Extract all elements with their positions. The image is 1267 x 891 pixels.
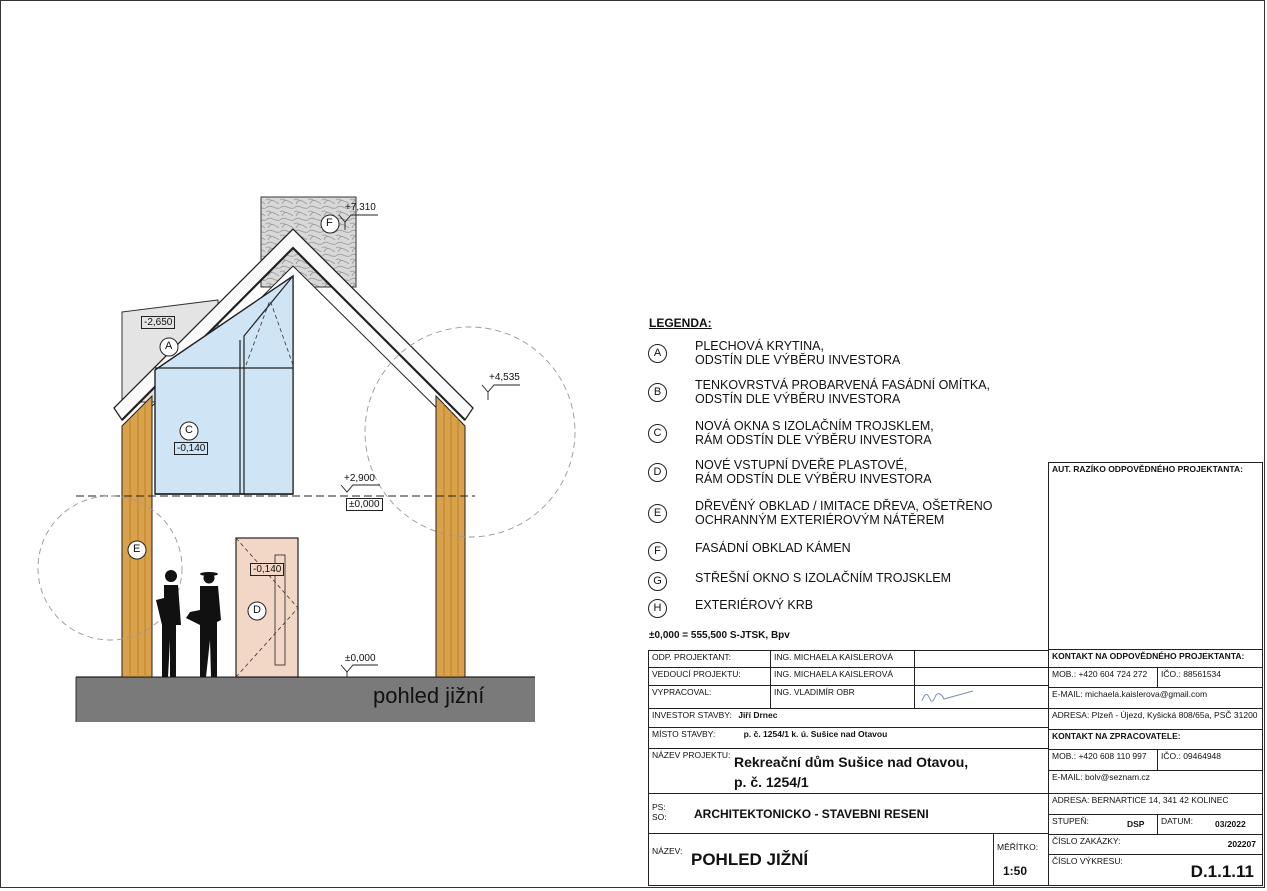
vypracoval-label: VYPRACOVAL:: [648, 685, 771, 709]
tag-roof: A: [165, 340, 173, 352]
vedouci-label: VEDOUCÍ PROJEKTU:: [648, 667, 771, 686]
legend-item-b: [695, 378, 990, 406]
zprac-ico: IČO.: 09464948: [1157, 749, 1263, 771]
legend-item-d: [695, 458, 932, 486]
datum-label: DATUM:: [1161, 816, 1193, 826]
elevation-caption: pohled jižní: [373, 683, 485, 708]
cislo-vykresu-cell: [1048, 854, 1263, 886]
tag-chimney: F: [326, 217, 333, 229]
tag-cladding: E: [133, 543, 141, 555]
nazev-row: [648, 833, 994, 886]
misto-value: p. č. 1254/1 k. ú. Sušice nad Otavou: [743, 729, 888, 739]
legend-item-line1: PLECHOVÁ KRYTINA,: [695, 339, 824, 353]
meritko-cell: [993, 833, 1049, 886]
vedouci-signature: [914, 667, 1049, 686]
legend-tag-e: E: [648, 504, 667, 523]
south-elevation-drawing: [0, 0, 640, 760]
chimney: [261, 197, 356, 287]
odp-projektant-signature: [914, 650, 1049, 668]
legend-tag-f: F: [648, 542, 667, 561]
geodetic-note: ±0,000 = 555,500 S-JTSK, Bpv: [649, 630, 790, 641]
zprac-mob: MOB.: +420 608 110 997: [1048, 749, 1158, 771]
legend-item-f: [695, 541, 851, 555]
level-window-sill: -0,140: [174, 442, 208, 455]
so-label: SO:: [652, 812, 667, 822]
legend-tag-h: H: [648, 599, 667, 618]
cislo-vykresu-value: D.1.1.11: [1190, 862, 1254, 881]
datum-cell: [1157, 814, 1263, 835]
stupen-cell: [1048, 814, 1158, 835]
legend-item-a: [695, 339, 900, 367]
level-ridge: +7,310: [345, 202, 376, 213]
legend-item-c: [695, 419, 934, 447]
zprac-email: E-MAIL: bolv@seznam.cz: [1048, 770, 1263, 794]
level-eave: +4,535: [489, 372, 520, 383]
nazev-projektu-line2: p. č. 1254/1: [734, 774, 809, 790]
level-annex-roof: -2,650: [141, 316, 175, 329]
kontakt-proj-label: KONTAKT NA ODPOVĚDNÉHO PROJEKTANTA:: [1048, 649, 1263, 668]
cast-row: [648, 793, 1049, 834]
legend-item-g: [695, 571, 951, 585]
legend-item-line1: FASÁDNÍ OBKLAD KÁMEN: [695, 541, 851, 555]
vypracoval-value: ING. VLADIMÍR OBR: [770, 685, 915, 709]
proj-adresa: ADRESA: Plzeň - Újezd, Kyšická 808/65a, PSČ 31200: [1048, 708, 1263, 730]
cislo-zakazky-label: ČÍSLO ZAKÁZKY:: [1052, 836, 1121, 846]
ps-label: PS:: [652, 802, 666, 812]
stupen-value: DSP: [1127, 819, 1145, 829]
legend-tag-b: B: [648, 383, 667, 402]
investor-value: Jiří Drnec: [738, 710, 778, 720]
legend-item-line1: DŘEVĚNÝ OBKLAD / IMITACE DŘEVA, OŠETŘENO: [695, 499, 993, 513]
vedouci-value: ING. MICHAELA KAISLEROVÁ: [770, 667, 915, 686]
entrance-door: [236, 538, 298, 677]
tag-window: C: [185, 424, 193, 436]
meritko-label: MĚŘÍTKO:: [997, 842, 1039, 852]
level-door-sill: -0,140: [250, 563, 284, 576]
stupen-label: STUPEŇ:: [1052, 816, 1089, 826]
legend-tag-d: D: [648, 463, 667, 482]
nazev-label: NÁZEV:: [652, 846, 683, 856]
legend-item-line2: ODSTÍN DLE VÝBĚRU INVESTORA: [695, 392, 901, 406]
misto-row: [648, 727, 1049, 749]
investor-row: [648, 708, 1049, 728]
legend-title: LEGENDA:: [649, 316, 712, 330]
legend-item-line2: ODSTÍN DLE VÝBĚRU INVESTORA: [695, 353, 901, 367]
cislo-zakazky-cell: [1048, 834, 1263, 855]
cislo-zakazky-value: 202207: [1227, 839, 1256, 849]
level-upper-floor: +2,900: [344, 473, 375, 484]
stamp-label: AUT. RAZÍKO ODPOVĚDNÉHO PROJEKTANTA:: [1052, 464, 1243, 474]
legend-item-line1: STŘEŠNÍ OKNO S IZOLAČNÍM TROJSKLEM: [695, 571, 952, 585]
misto-label: MÍSTO STAVBY:: [652, 729, 716, 739]
investor-label: INVESTOR STAVBY:: [652, 710, 732, 720]
legend-item-h: [695, 598, 813, 612]
proj-ico: IČO.: 88561534: [1157, 667, 1263, 688]
legend-item-line2: RÁM ODSTÍN DLE VÝBĚRU INVESTORA: [695, 433, 932, 447]
legend-tag-a: A: [648, 344, 667, 363]
nazev-value: POHLED JIŽNÍ: [691, 850, 809, 869]
legend-tag-g: G: [648, 572, 667, 591]
legend-item-line1: NOVÉ VSTUPNÍ DVEŘE PLASTOVÉ,: [695, 458, 908, 472]
proj-email: E-MAIL: michaela.kaislerova@gmail.com: [1048, 687, 1263, 709]
tag-door: D: [253, 604, 261, 616]
cast-value: ARCHITEKTONICKO - STAVEBNI RESENI: [694, 807, 929, 821]
datum-value: 03/2022: [1215, 819, 1246, 829]
level-zero-top: ±0,000: [346, 498, 383, 511]
legend-tag-c: C: [648, 424, 667, 443]
cislo-vykresu-label: ČÍSLO VÝKRESU:: [1052, 856, 1123, 866]
legend-item-line2: OCHRANNÝM EXTERIÉROVÝM NÁTĚREM: [695, 513, 945, 527]
signature-icon: [918, 687, 978, 707]
legend-item-line1: EXTERIÉROVÝ KRB: [695, 598, 814, 612]
legend-item-line1: NOVÁ OKNA S IZOLAČNÍM TROJSKLEM,: [695, 419, 934, 433]
stamp-box: [1048, 462, 1263, 650]
nazev-projektu-line1: Rekreační dům Sušice nad Otavou,: [734, 754, 969, 770]
legend-item-line1: TENKOVRSTVÁ PROBARVENÁ FASÁDNÍ OMÍTKA,: [695, 378, 990, 392]
legend-item-line2: RÁM ODSTÍN DLE VÝBĚRU INVESTORA: [695, 472, 932, 486]
odp-projektant-value: ING. MICHAELA KAISLEROVÁ: [770, 650, 915, 668]
meritko-value: 1:50: [1003, 864, 1028, 878]
vypracoval-signature: [914, 685, 1049, 709]
kontakt-zprac-label: KONTAKT NA ZPRACOVATELE:: [1048, 729, 1263, 750]
legend-item-e: [695, 499, 993, 527]
nazev-projektu-label: NÁZEV PROJEKTU:: [652, 750, 731, 760]
zprac-adresa: ADRESA: BERNARTICE 14, 341 42 KOLINEC: [1048, 793, 1263, 815]
proj-mob: MOB.: +420 604 724 272: [1048, 667, 1158, 688]
level-zero-bottom: ±0,000: [345, 653, 376, 664]
odp-projektant-label: ODP. PROJEKTANT:: [648, 650, 771, 668]
nazev-projektu-row: [648, 748, 1049, 794]
